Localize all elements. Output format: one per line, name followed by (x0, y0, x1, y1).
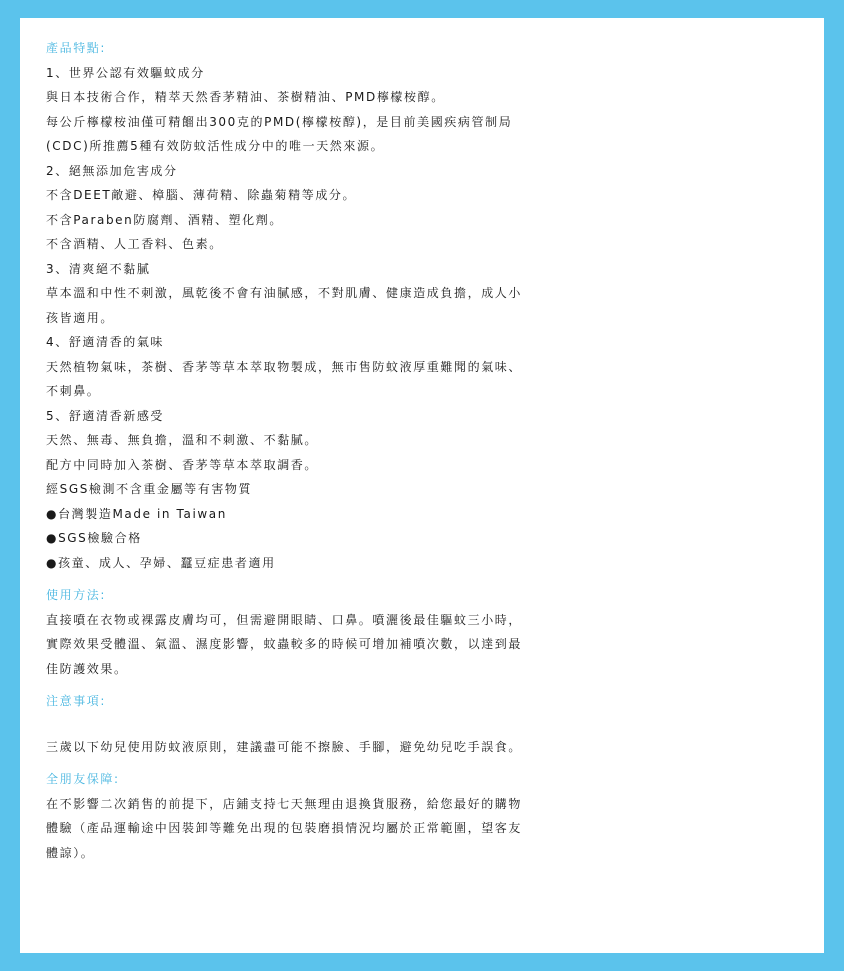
guarantee-section (46, 767, 824, 865)
features-line: 4、舒適清香的氣味 (46, 335, 165, 349)
features-section (46, 36, 824, 575)
usage-line: 實際效果受體溫、氣溫、濕度影響，蚊蟲較多的時候可增加補噴次數，以達到最 (46, 637, 523, 651)
features-bullet: ●SGS檢驗合格 (46, 531, 142, 545)
usage-section (46, 583, 824, 681)
notes-heading: 注意事項: (46, 694, 107, 708)
usage-line: 直接噴在衣物或裸露皮膚均可，但需避開眼睛、口鼻。噴灑後最佳驅蚊三小時， (46, 612, 523, 627)
guarantee-line: 體驗（產品運輸途中因裝卸等難免出現的包裝磨損情況均屬於正常範圍，望客友 (46, 821, 523, 835)
features-line: 2、絕無添加危害成分 (46, 163, 178, 178)
guarantee-line: 在不影響二次銷售的前提下，店鋪支持七天無理由退換貨服務，給您最好的購物 (46, 796, 523, 811)
features-bullet: ●孩童、成人、孕婦、蠶豆症患者適用 (46, 555, 276, 570)
features-heading: 產品特點: (46, 41, 107, 55)
notes-line: 三歲以下幼兒使用防蚊液原則，建議盡可能不擦臉、手腳，避免幼兒吃手誤食。 (46, 739, 523, 754)
features-line: 不含Paraben防腐劑、酒精、塑化劑。 (46, 212, 283, 227)
features-line: 不刺鼻。 (46, 384, 101, 398)
features-line: 每公斤檸檬桉油僅可精餾出300克的PMD(檸檬桉醇)，是目前美國疾病管制局 (46, 114, 513, 129)
features-line: 經SGS檢測不含重金屬等有害物質 (46, 482, 253, 496)
features-line: 配方中同時加入茶樹、香茅等草本萃取調香。 (46, 457, 319, 472)
features-line: 天然植物氣味，茶樹、香茅等草本萃取物製成，無市售防蚊液厚重難聞的氣味、 (46, 359, 523, 374)
features-line: 與日本技術合作，精萃天然香茅精油、茶樹精油、PMD檸檬桉醇。 (46, 90, 445, 104)
features-line: 3、清爽絕不黏膩 (46, 261, 151, 276)
guarantee-heading: 全朋友保障: (46, 772, 120, 786)
notes-section (46, 689, 824, 759)
content-panel (20, 18, 824, 953)
features-line: 孩皆適用。 (46, 310, 115, 325)
usage-heading: 使用方法: (46, 588, 107, 602)
features-line: 不含酒精、人工香料、色素。 (46, 237, 223, 251)
features-line: (CDC)所推薦5種有效防蚊活性成分中的唯一天然來源。 (46, 139, 385, 153)
guarantee-line: 體諒）。 (46, 845, 95, 860)
features-bullet: ●台灣製造Made in Taiwan (46, 506, 227, 521)
features-line: 不含DEET敵避、樟腦、薄荷精、除蟲菊精等成分。 (46, 188, 357, 202)
features-line: 1、世界公認有效驅蚊成分 (46, 65, 205, 80)
features-line: 5、舒適清香新感受 (46, 408, 165, 423)
usage-line: 佳防護效果。 (46, 661, 128, 676)
features-line: 草本溫和中性不刺激，風乾後不會有油膩感，不對肌膚、健康造成負擔，成人小 (46, 286, 523, 300)
features-line: 天然、無毒、無負擔，溫和不刺激、不黏膩。 (46, 433, 319, 447)
